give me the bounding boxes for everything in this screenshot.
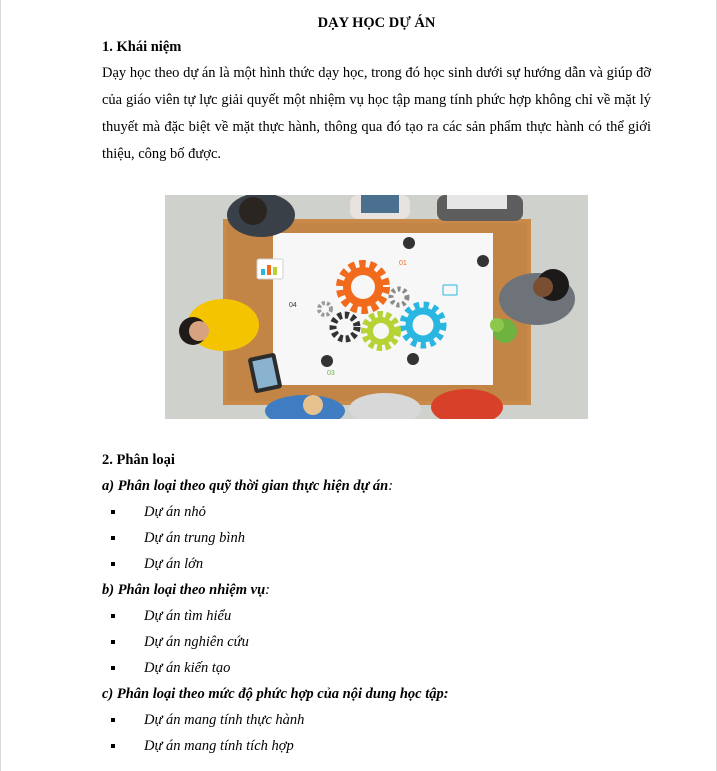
bullet-icon [111,536,115,540]
teamwork-gears-image [165,195,588,419]
definition-paragraph: Dạy học theo dự án là một hình thức dạy học, trong đó học sinh dưới sự hướng dẫn và giúp đỡ của giáo viên tự lực giải quyết một nhiệm vụ học tập mang tính phức hợp không chỉ về mặt lý thuyết mà đặc biệt về mặt thực hành, thông qua đó tạo ra các sản phẩm thực hành có thể giới thiệu, công bố được. [102,65,651,162]
group-c-title: c) Phân loại theo mức độ phức hợp của nội dung học tập: [102,686,449,702]
bullet-icon [111,614,115,618]
group-a-list [102,499,662,577]
bullet-icon [111,718,115,722]
section-1-heading: 1. Khái niệm [102,39,182,55]
list-item: Dự án nhỏ [102,499,662,525]
section-1 [102,12,651,168]
list-item: Dự án mang tính tích hợp [102,733,662,759]
section-2-heading: 2. Phân loại [102,452,175,468]
list-item: Dự án tìm hiểu [102,603,662,629]
group-b-title: b) Phân loại theo nhiệm vụ: [102,582,270,598]
coffee-cup [403,237,415,249]
group-a-title: a) Phân loại theo quỹ thời gian thực hiện dự án: [102,478,394,494]
list-item: Dự án trung bình [102,525,662,551]
list-item: Dự án kiến tạo [102,655,662,681]
label-03: 03 [327,370,335,377]
label-04: 04 [289,302,297,309]
list-item: Dự án mang tính thực hành [102,707,662,733]
section-2 [102,447,662,759]
bullet-icon [111,510,115,514]
group-b-list [102,603,662,681]
page-title: DẠY HỌC DỰ ÁN [317,15,436,31]
bullet-icon [111,562,115,566]
bullet-icon [111,744,115,748]
bullet-icon [111,666,115,670]
label-01: 01 [399,260,407,267]
list-item: Dự án lớn [102,551,662,577]
bullet-icon [111,640,115,644]
paper-sheet [273,233,493,385]
group-c-list [102,707,662,759]
teamwork-gears-icon [165,195,588,419]
list-item: Dự án nghiên cứu [102,629,662,655]
